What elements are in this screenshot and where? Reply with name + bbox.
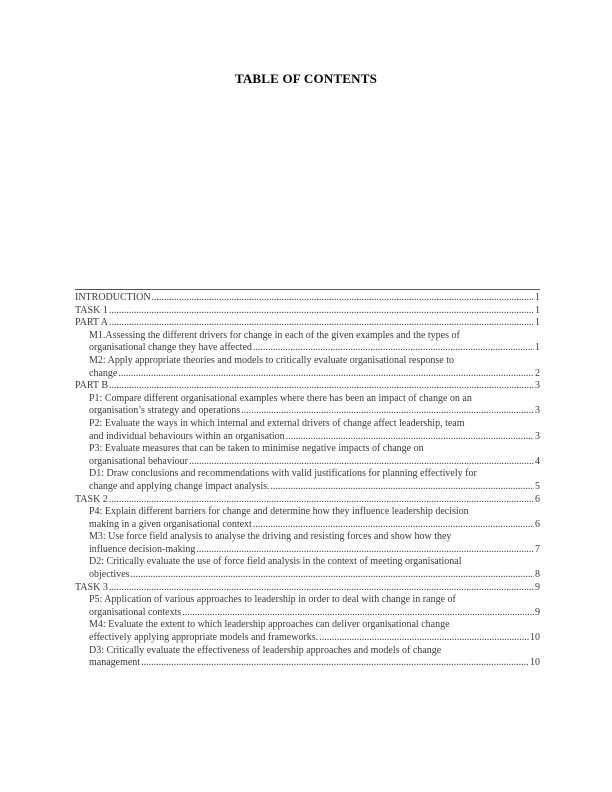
toc-page-number: 9	[535, 606, 540, 618]
toc-entry[interactable]	[75, 330, 540, 355]
dot-leader	[152, 292, 534, 305]
toc-entry[interactable]	[75, 393, 540, 418]
toc-entry[interactable]	[75, 468, 540, 493]
toc-page-number: 1	[535, 292, 540, 303]
dot-leader	[109, 305, 534, 318]
toc-entry[interactable]	[75, 619, 540, 644]
dot-leader	[271, 481, 535, 494]
toc-entry[interactable]	[75, 292, 540, 305]
toc-entry[interactable]	[75, 645, 540, 670]
toc-entry[interactable]	[75, 594, 540, 619]
dot-leader	[196, 544, 534, 557]
toc-entry-text: D3: Critically evaluate the effectiveness of leadership approaches and models of change	[89, 644, 442, 656]
toc-page-number: 3	[535, 430, 540, 442]
dot-leader	[189, 456, 534, 469]
toc-entry[interactable]	[75, 582, 540, 595]
page-title: TABLE OF CONTENTS	[234, 71, 378, 86]
toc-entry-label: organisational behaviour	[89, 455, 188, 467]
toc-entry-label: making in a given organisational context	[89, 518, 252, 530]
toc-entry-label: effectively applying appropriate models and frameworks.	[89, 632, 319, 644]
toc-entry-label: organisation’s strategy and operations	[89, 405, 241, 417]
toc-page-number: 10	[530, 657, 540, 669]
dot-leader	[131, 569, 534, 582]
toc-page-number: 1	[535, 304, 540, 316]
toc-page-number: 6	[535, 493, 540, 505]
toc-entry-label: TASK 2	[75, 493, 108, 505]
toc-entry[interactable]	[75, 355, 540, 380]
toc-entry[interactable]	[75, 494, 540, 507]
dot-leader	[241, 405, 534, 418]
toc-entry-text: D2: Critically evaluate the use of force field analysis in the context of meeting organisational	[89, 556, 462, 568]
toc-page-number: 4	[535, 455, 540, 467]
toc-entry-text: P3: Evaluate measures that can be taken to minimise negative impacts of change on	[89, 443, 424, 455]
dot-leader	[118, 368, 534, 381]
dot-leader	[286, 431, 534, 444]
toc-entry[interactable]	[75, 443, 540, 468]
toc-page-number: 9	[535, 581, 540, 593]
dot-leader	[109, 380, 534, 393]
toc-entry-text: M3: Use force field analysis to analyse the driving and resisting forces and show how they	[89, 531, 452, 543]
toc-entry-text: D1: Draw conclusions and recommendations with valid justifications for planning effectively for	[89, 468, 477, 480]
toc-entry-label: and individual behaviours within an organisation	[89, 430, 285, 442]
toc-page-number: 6	[535, 518, 540, 530]
toc-entry-label: INTRODUCTION	[75, 292, 151, 303]
toc-page-number: 1	[535, 342, 540, 354]
dot-leader	[182, 607, 534, 620]
toc-entry[interactable]	[75, 531, 540, 556]
toc-entry-label: organisational contexts	[89, 606, 182, 618]
toc-entry-label: organisational change they have affected	[89, 342, 252, 354]
toc-page-number: 3	[535, 380, 540, 392]
dot-leader	[109, 494, 534, 507]
toc-page-number: 2	[535, 367, 540, 379]
toc-entry-label: PART B	[75, 380, 109, 392]
toc-entry-text: P5: Application of various approaches to leadership in order to deal with change in range of	[89, 594, 456, 606]
toc-entry[interactable]	[75, 506, 540, 531]
toc-entry-text: P1: Compare different organisational examples where there has been an impact of change on an	[89, 392, 472, 404]
toc-entry-label: TASK 1	[75, 304, 108, 316]
toc-entry-text: P4: Explain different barriers for change and determine how they influence leadership decision	[89, 506, 469, 518]
toc-page-number: 5	[535, 480, 540, 492]
toc-page-number: 10	[530, 632, 540, 644]
toc-entry-label: management	[89, 657, 141, 669]
toc-entry-text: M4: Evaluate the extent to which leadership approaches can deliver organisational change	[89, 619, 450, 631]
dot-leader	[141, 657, 529, 670]
dot-leader	[253, 342, 534, 355]
toc-entry[interactable]	[75, 305, 540, 318]
toc-page-number: 3	[535, 405, 540, 417]
toc-entry-label: TASK 3	[75, 581, 108, 593]
toc-entry[interactable]	[75, 380, 540, 393]
toc-entry-label: PART A	[75, 317, 109, 329]
toc-page-number: 8	[535, 569, 540, 581]
dot-leader	[319, 632, 529, 645]
table-of-contents	[75, 289, 540, 670]
dot-leader	[109, 317, 534, 330]
toc-entry[interactable]	[75, 556, 540, 581]
toc-entry[interactable]	[75, 418, 540, 443]
toc-page-number: 7	[535, 543, 540, 555]
toc-entry-label: change	[89, 367, 118, 379]
dot-leader	[253, 519, 534, 532]
toc-entry-label: objectives	[89, 569, 130, 581]
dot-leader	[109, 582, 534, 595]
toc-page-number: 1	[535, 317, 540, 329]
toc-entry-text: M1.Assessing the different drivers for change in each of the given examples and the types of	[89, 329, 460, 341]
toc-entry[interactable]	[75, 317, 540, 330]
toc-entry-label: influence decision-making	[89, 543, 196, 555]
toc-entry-text: M2: Apply appropriate theories and models to critically evaluate organisational response to	[89, 354, 454, 366]
toc-entry-label: change and applying change impact analysis.	[89, 480, 270, 492]
toc-entry-text: P2: Evaluate the ways in which internal and external drivers of change affect leadership, team	[89, 417, 465, 429]
